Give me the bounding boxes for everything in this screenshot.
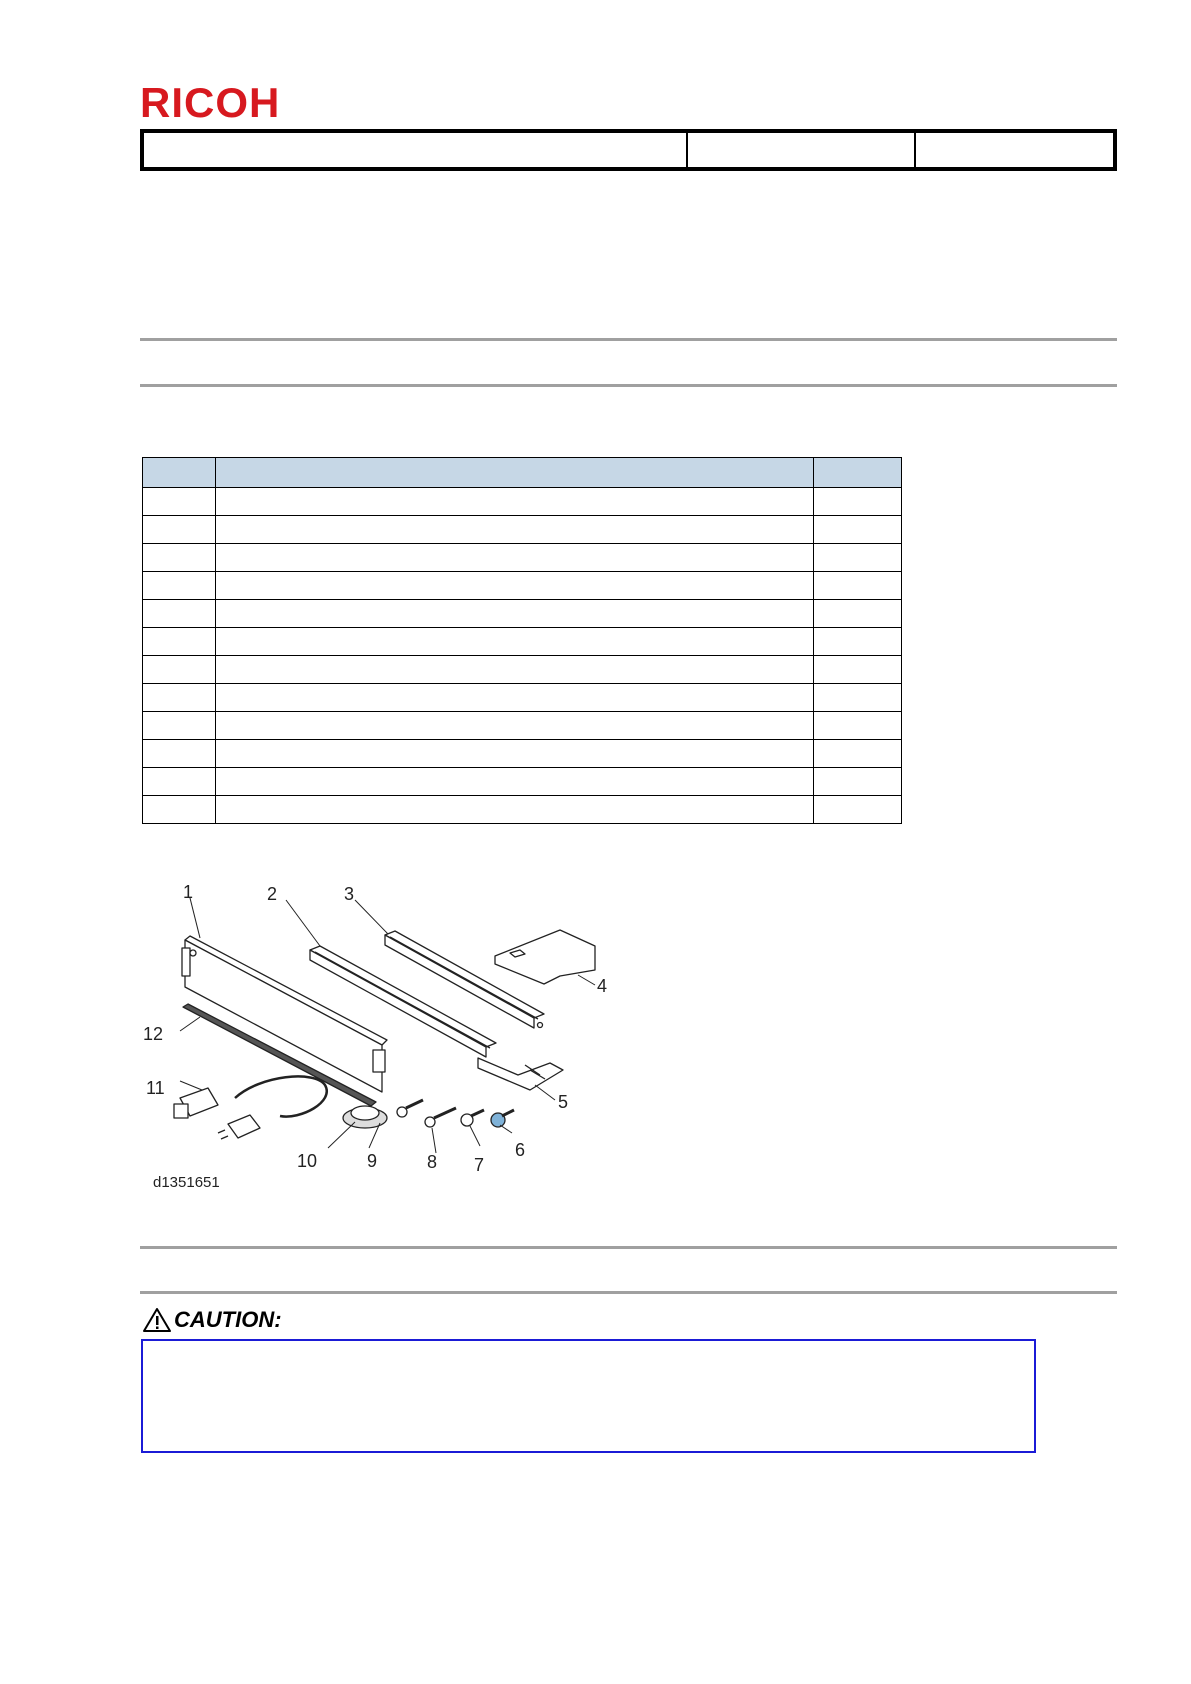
table-row [143, 684, 902, 712]
accessories-diagram [140, 880, 640, 1200]
cell-description [216, 712, 814, 740]
section-rule-top-1 [140, 338, 1117, 341]
cell-qty [814, 712, 902, 740]
cell-qty [814, 768, 902, 796]
table-row [143, 488, 902, 516]
section-rule-bottom-1 [140, 1246, 1117, 1249]
cell-description [216, 572, 814, 600]
table-row [143, 740, 902, 768]
cell-description [216, 488, 814, 516]
caution-label: CAUTION: [174, 1307, 282, 1332]
ricoh-logo: RICOH [140, 79, 281, 126]
cell-no [143, 628, 216, 656]
caution-heading [142, 1307, 282, 1333]
table-row [143, 544, 902, 572]
cell-qty [814, 740, 902, 768]
cell-description [216, 544, 814, 572]
cell-description [216, 600, 814, 628]
cell-no [143, 488, 216, 516]
cell-no [143, 768, 216, 796]
cell-no [143, 600, 216, 628]
column-header-no [143, 458, 216, 488]
part-8-screw [425, 1108, 456, 1127]
cell-description [216, 684, 814, 712]
parts-table-header-row [143, 458, 902, 488]
column-header-description [216, 458, 814, 488]
callout-7: 7 [474, 1155, 485, 1175]
callout-8: 8 [427, 1152, 438, 1172]
cell-description [216, 516, 814, 544]
cell-no [143, 684, 216, 712]
cell-no [143, 572, 216, 600]
cell-no [143, 796, 216, 824]
callout-3: 3 [344, 884, 355, 904]
cell-qty [814, 544, 902, 572]
callout-5: 5 [558, 1092, 569, 1112]
cell-qty [814, 628, 902, 656]
cell-no [143, 740, 216, 768]
cell-description [216, 656, 814, 684]
callout-11: 11 [146, 1078, 165, 1098]
part-9-screw [397, 1100, 423, 1117]
table-row [143, 656, 902, 684]
cell-description [216, 740, 814, 768]
cell-no [143, 544, 216, 572]
cell-description [216, 768, 814, 796]
table-row [143, 768, 902, 796]
part-10-foot [343, 1106, 387, 1128]
cell-qty [814, 656, 902, 684]
section-rule-top-2 [140, 384, 1117, 387]
callout-9: 9 [367, 1151, 378, 1171]
header-cell-title [144, 133, 688, 167]
table-row [143, 572, 902, 600]
cell-description [216, 628, 814, 656]
column-header-qty [814, 458, 902, 488]
callout-1: 1 [183, 882, 194, 902]
part-5-bracket [478, 1058, 563, 1090]
callout-12: 12 [143, 1024, 164, 1044]
table-row [143, 628, 902, 656]
part-1-bracket [182, 936, 387, 1092]
cell-qty [814, 516, 902, 544]
caution-box [141, 1339, 1036, 1453]
callout-2: 2 [267, 884, 278, 904]
part-11-power-cord [174, 1076, 327, 1139]
cell-no [143, 656, 216, 684]
table-row [143, 516, 902, 544]
header-table [140, 129, 1117, 171]
cell-qty [814, 796, 902, 824]
table-row [143, 796, 902, 824]
callout-6: 6 [515, 1140, 526, 1160]
drawing-id: d1351651 [153, 1174, 220, 1191]
callout-10: 10 [297, 1151, 318, 1171]
table-row [143, 600, 902, 628]
cell-description [216, 796, 814, 824]
header-cell-date [916, 133, 1113, 167]
callout-4: 4 [597, 976, 608, 996]
parts-table [142, 457, 902, 824]
table-row [143, 712, 902, 740]
header-cell-number [688, 133, 916, 167]
cell-no [143, 516, 216, 544]
cell-qty [814, 684, 902, 712]
part-6-screw [491, 1110, 514, 1127]
cell-no [143, 712, 216, 740]
cell-qty [814, 572, 902, 600]
cell-qty [814, 600, 902, 628]
warning-triangle-icon [142, 1307, 172, 1333]
part-7-screw [461, 1110, 484, 1126]
section-rule-bottom-2 [140, 1291, 1117, 1294]
cell-qty [814, 488, 902, 516]
